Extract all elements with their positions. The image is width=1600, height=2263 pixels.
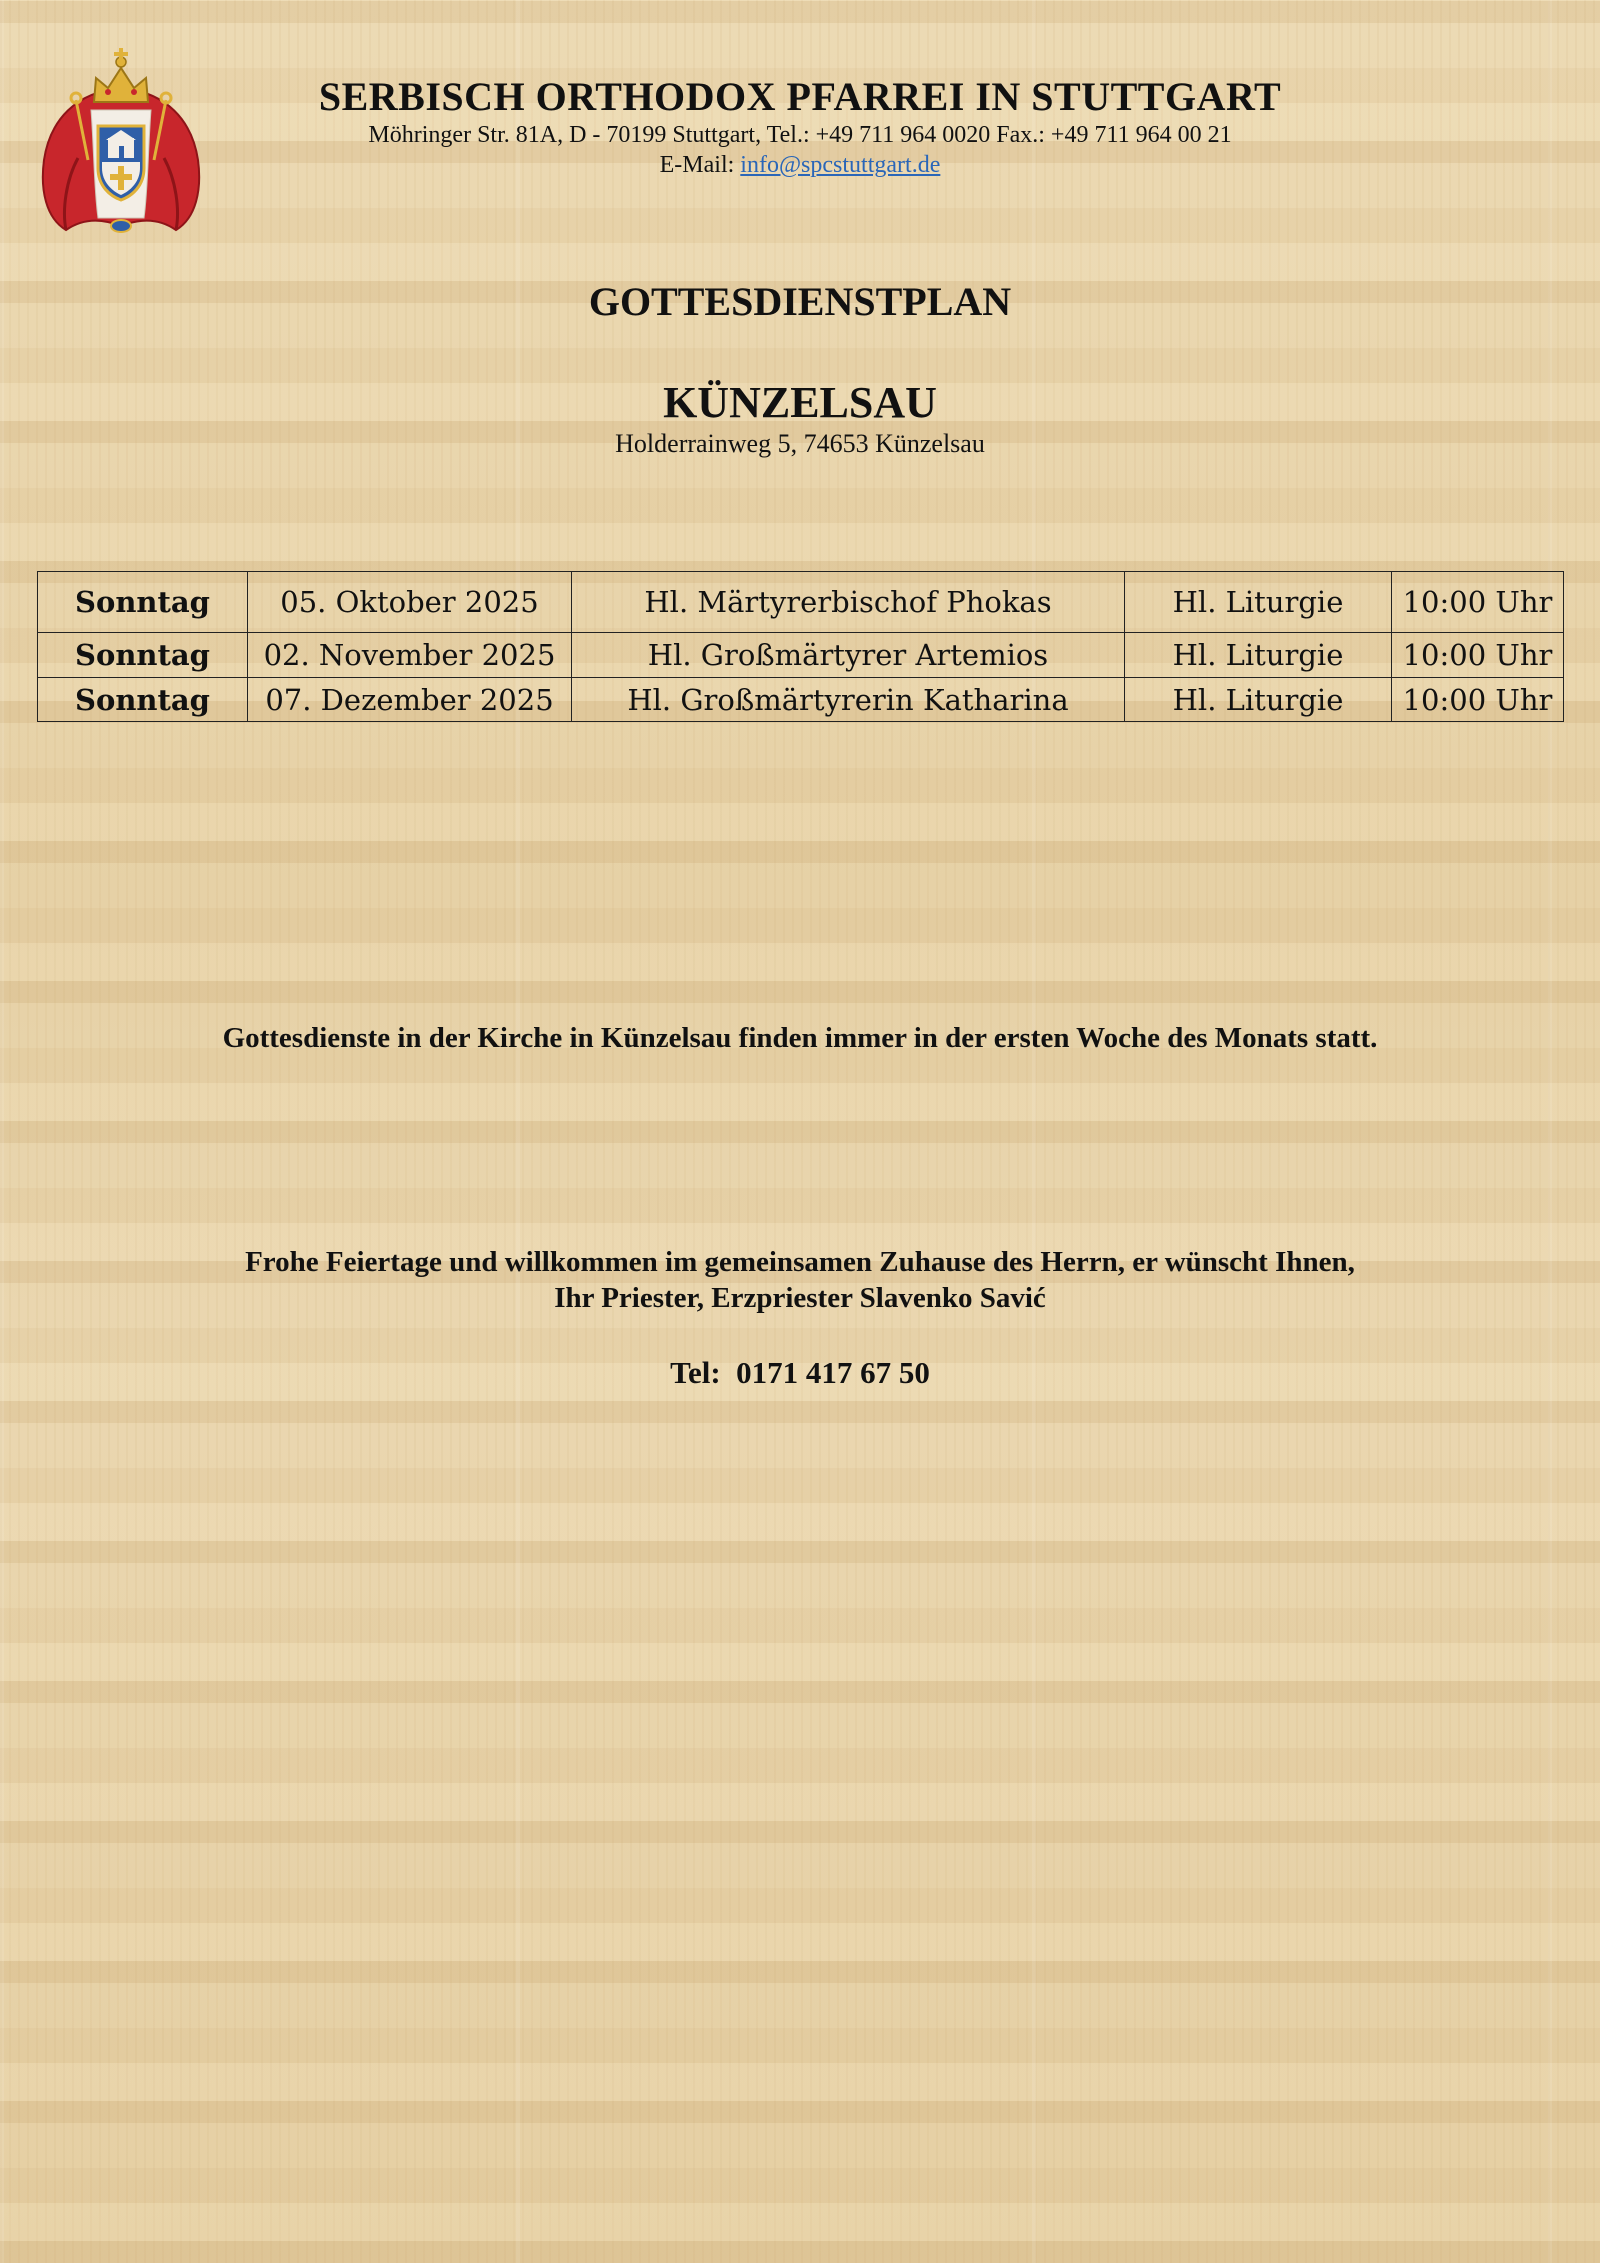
time-cell: 10:00 Uhr — [1392, 633, 1564, 678]
location-name: KÜNZELSAU — [663, 378, 937, 427]
service-cell: Hl. Liturgie — [1125, 678, 1392, 722]
parish-name: SERBISCH ORTHODOX PFARREI IN STUTTGART — [318, 74, 1282, 119]
priest-phone: Tel: 0171 417 67 50 — [670, 1355, 930, 1390]
time-cell: 10:00 Uhr — [1392, 678, 1564, 722]
schedule-note: Gottesdienste in der Kirche in Künzelsau finden immer in der ersten Woche des Monats statt. — [222, 1022, 1378, 1054]
email-link[interactable]: info@spcstuttgart.de — [740, 152, 941, 178]
table-row — [38, 572, 1564, 633]
priest-signature-line: Ihr Priester, Erzpriester Slavenko Savić — [554, 1282, 1046, 1314]
church-coat-of-arms-icon — [36, 40, 206, 240]
date-cell: 07. Dezember 2025 — [248, 678, 572, 722]
schedule-table — [37, 571, 1564, 722]
day-cell: Sonntag — [38, 572, 248, 633]
page-title: GOTTESDIENSTPLAN — [588, 279, 1012, 324]
time-cell: 10:00 Uhr — [1392, 572, 1564, 633]
saint-cell: Hl. Märtyrerbischof Phokas — [572, 572, 1125, 633]
greeting — [0, 1244, 1600, 1316]
parish-address: Möhringer Str. 81A, D - 70199 Stuttgart, Tel.: +49 711 964 0020 Fax.: +49 711 964 00 21 — [368, 122, 1232, 148]
location-address: Holderrainweg 5, 74653 Künzelsau — [615, 429, 985, 458]
date-cell: 02. November 2025 — [248, 633, 572, 678]
greeting-line: Frohe Feiertage und willkommen im gemeinsamen Zuhause des Herrn, er wünscht Ihnen, — [245, 1246, 1355, 1278]
table-row — [38, 633, 1564, 678]
table-row — [38, 678, 1564, 722]
email-label: E-Mail: — [659, 152, 741, 178]
saint-cell: Hl. Großmärtyrerin Katharina — [572, 678, 1125, 722]
parish-header — [240, 74, 1360, 180]
day-cell: Sonntag — [38, 678, 248, 722]
day-cell: Sonntag — [38, 633, 248, 678]
service-cell: Hl. Liturgie — [1125, 572, 1392, 633]
saint-cell: Hl. Großmärtyrer Artemios — [572, 633, 1125, 678]
service-cell: Hl. Liturgie — [1125, 633, 1392, 678]
email-line — [240, 150, 1360, 180]
date-cell: 05. Oktober 2025 — [248, 572, 572, 633]
